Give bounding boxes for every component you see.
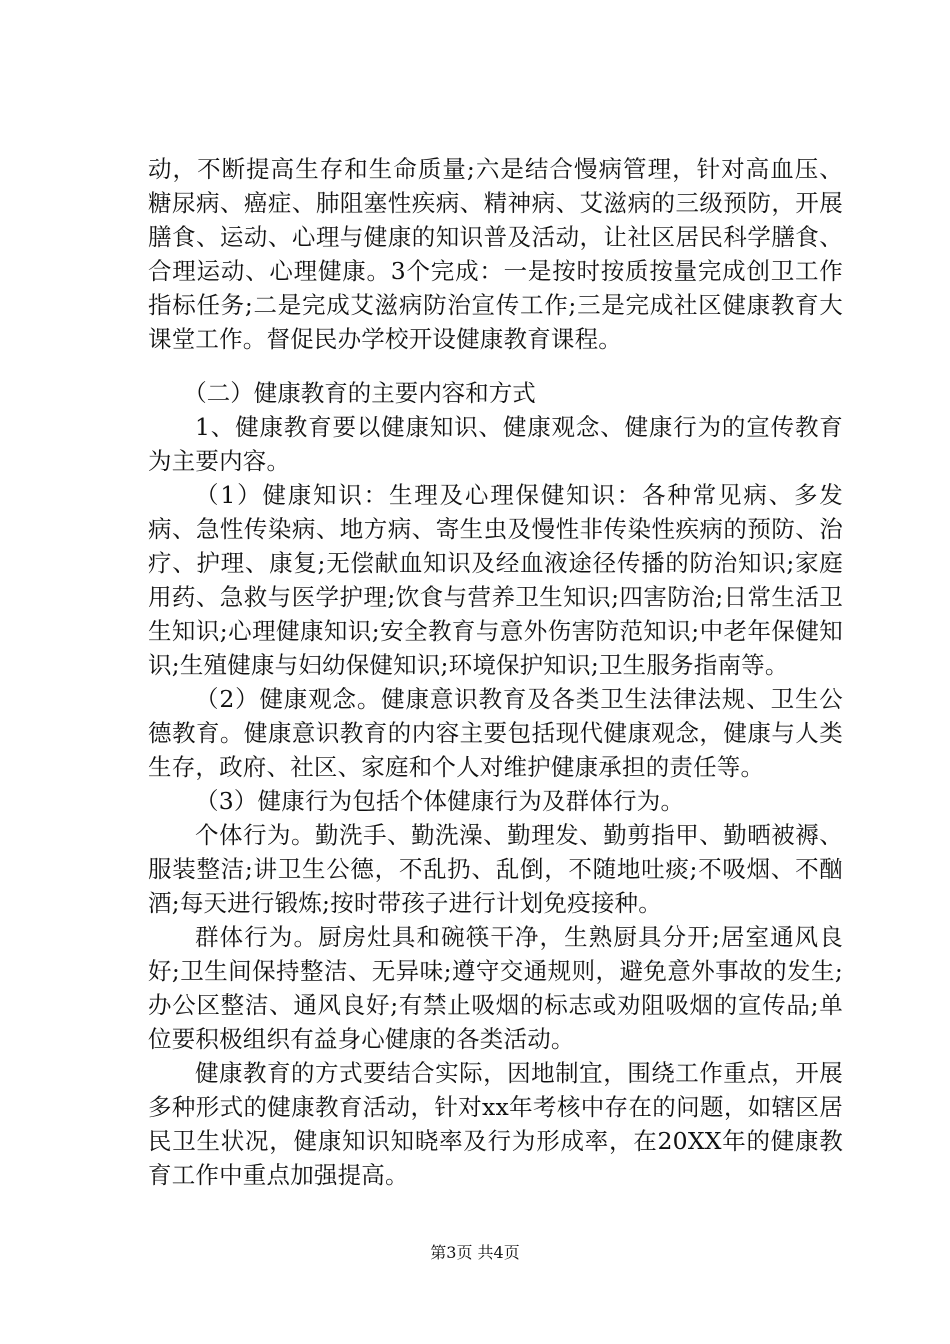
- paragraph-education-method: 健康教育的方式要结合实际，因地制宜，围绕工作重点，开展多种形式的健康教育活动，针对xx年考核中存在的问题，如辖区居民卫生状况，健康知识知晓率及行为形成率，在20XX年的健康教育工作中重点加强提高。: [148, 1059, 843, 1189]
- paragraph-individual-behavior: 个体行为。勤洗手、勤洗澡、勤理发、勤剪指甲、勤晒被褥、服装整洁;讲卫生公德，不乱扔、乱倒，不随地吐痰;不吸烟、不酗酒;每天进行锻炼;按时带孩子进行计划免疫接种。: [148, 821, 843, 917]
- intro-paragraph: 动，不断提高生存和生命质量;六是结合慢病管理，针对高血压、糖尿病、癌症、肺阻塞性疾病、精神病、艾滋病的三级预防，开展膳食、运动、心理与健康的知识普及活动，让社区居民科学膳食、合理运动、心理健康。3个完成：一是按时按质按量完成创卫工作指标任务;二是完成艾滋病防治宣传工作;三是完成社区健康教育大课堂工作。督促民办学校开设健康教育课程。: [148, 155, 843, 353]
- paragraph-gap: [148, 356, 843, 376]
- paragraph-content-intro: 1、健康教育要以健康知识、健康观念、健康行为的宣传教育为主要内容。: [148, 413, 843, 475]
- page-number-footer: 第3页 共4页: [430, 1243, 520, 1262]
- document-body: [148, 152, 843, 1192]
- paragraph-health-behavior: （3）健康行为包括个体健康行为及群体行为。: [195, 787, 685, 815]
- paragraph-health-concept: （2）健康观念。健康意识教育及各类卫生法律法规、卫生公德教育。健康意识教育的内容主要包括现代健康观念，健康与人类生存，政府、社区、家庭和个人对维护健康承担的责任等。: [148, 685, 843, 781]
- section-heading: （二）健康教育的主要内容和方式: [183, 379, 536, 407]
- paragraph-group-behavior: 群体行为。厨房灶具和碗筷干净，生熟厨具分开;居室通风良好;卫生间保持整洁、无异味;遵守交通规则，避免意外事故的发生;办公区整洁、通风良好;有禁止吸烟的标志或劝阻吸烟的宣传品;单位要积极组织有益身心健康的各类活动。: [148, 923, 843, 1053]
- paragraph-health-knowledge: （1）健康知识：生理及心理保健知识：各种常见病、多发病、急性传染病、地方病、寄生虫及慢性非传染性疾病的预防、治疗、护理、康复;无偿献血知识及经血液途径传播的防治知识;家庭用药、急救与医学护理;饮食与营养卫生知识;四害防治;日常生活卫生知识;心理健康知识;安全教育与意外伤害防范知识;中老年保健知识;生殖健康与妇幼保健知识;环境保护知识;卫生服务指南等。: [148, 481, 843, 679]
